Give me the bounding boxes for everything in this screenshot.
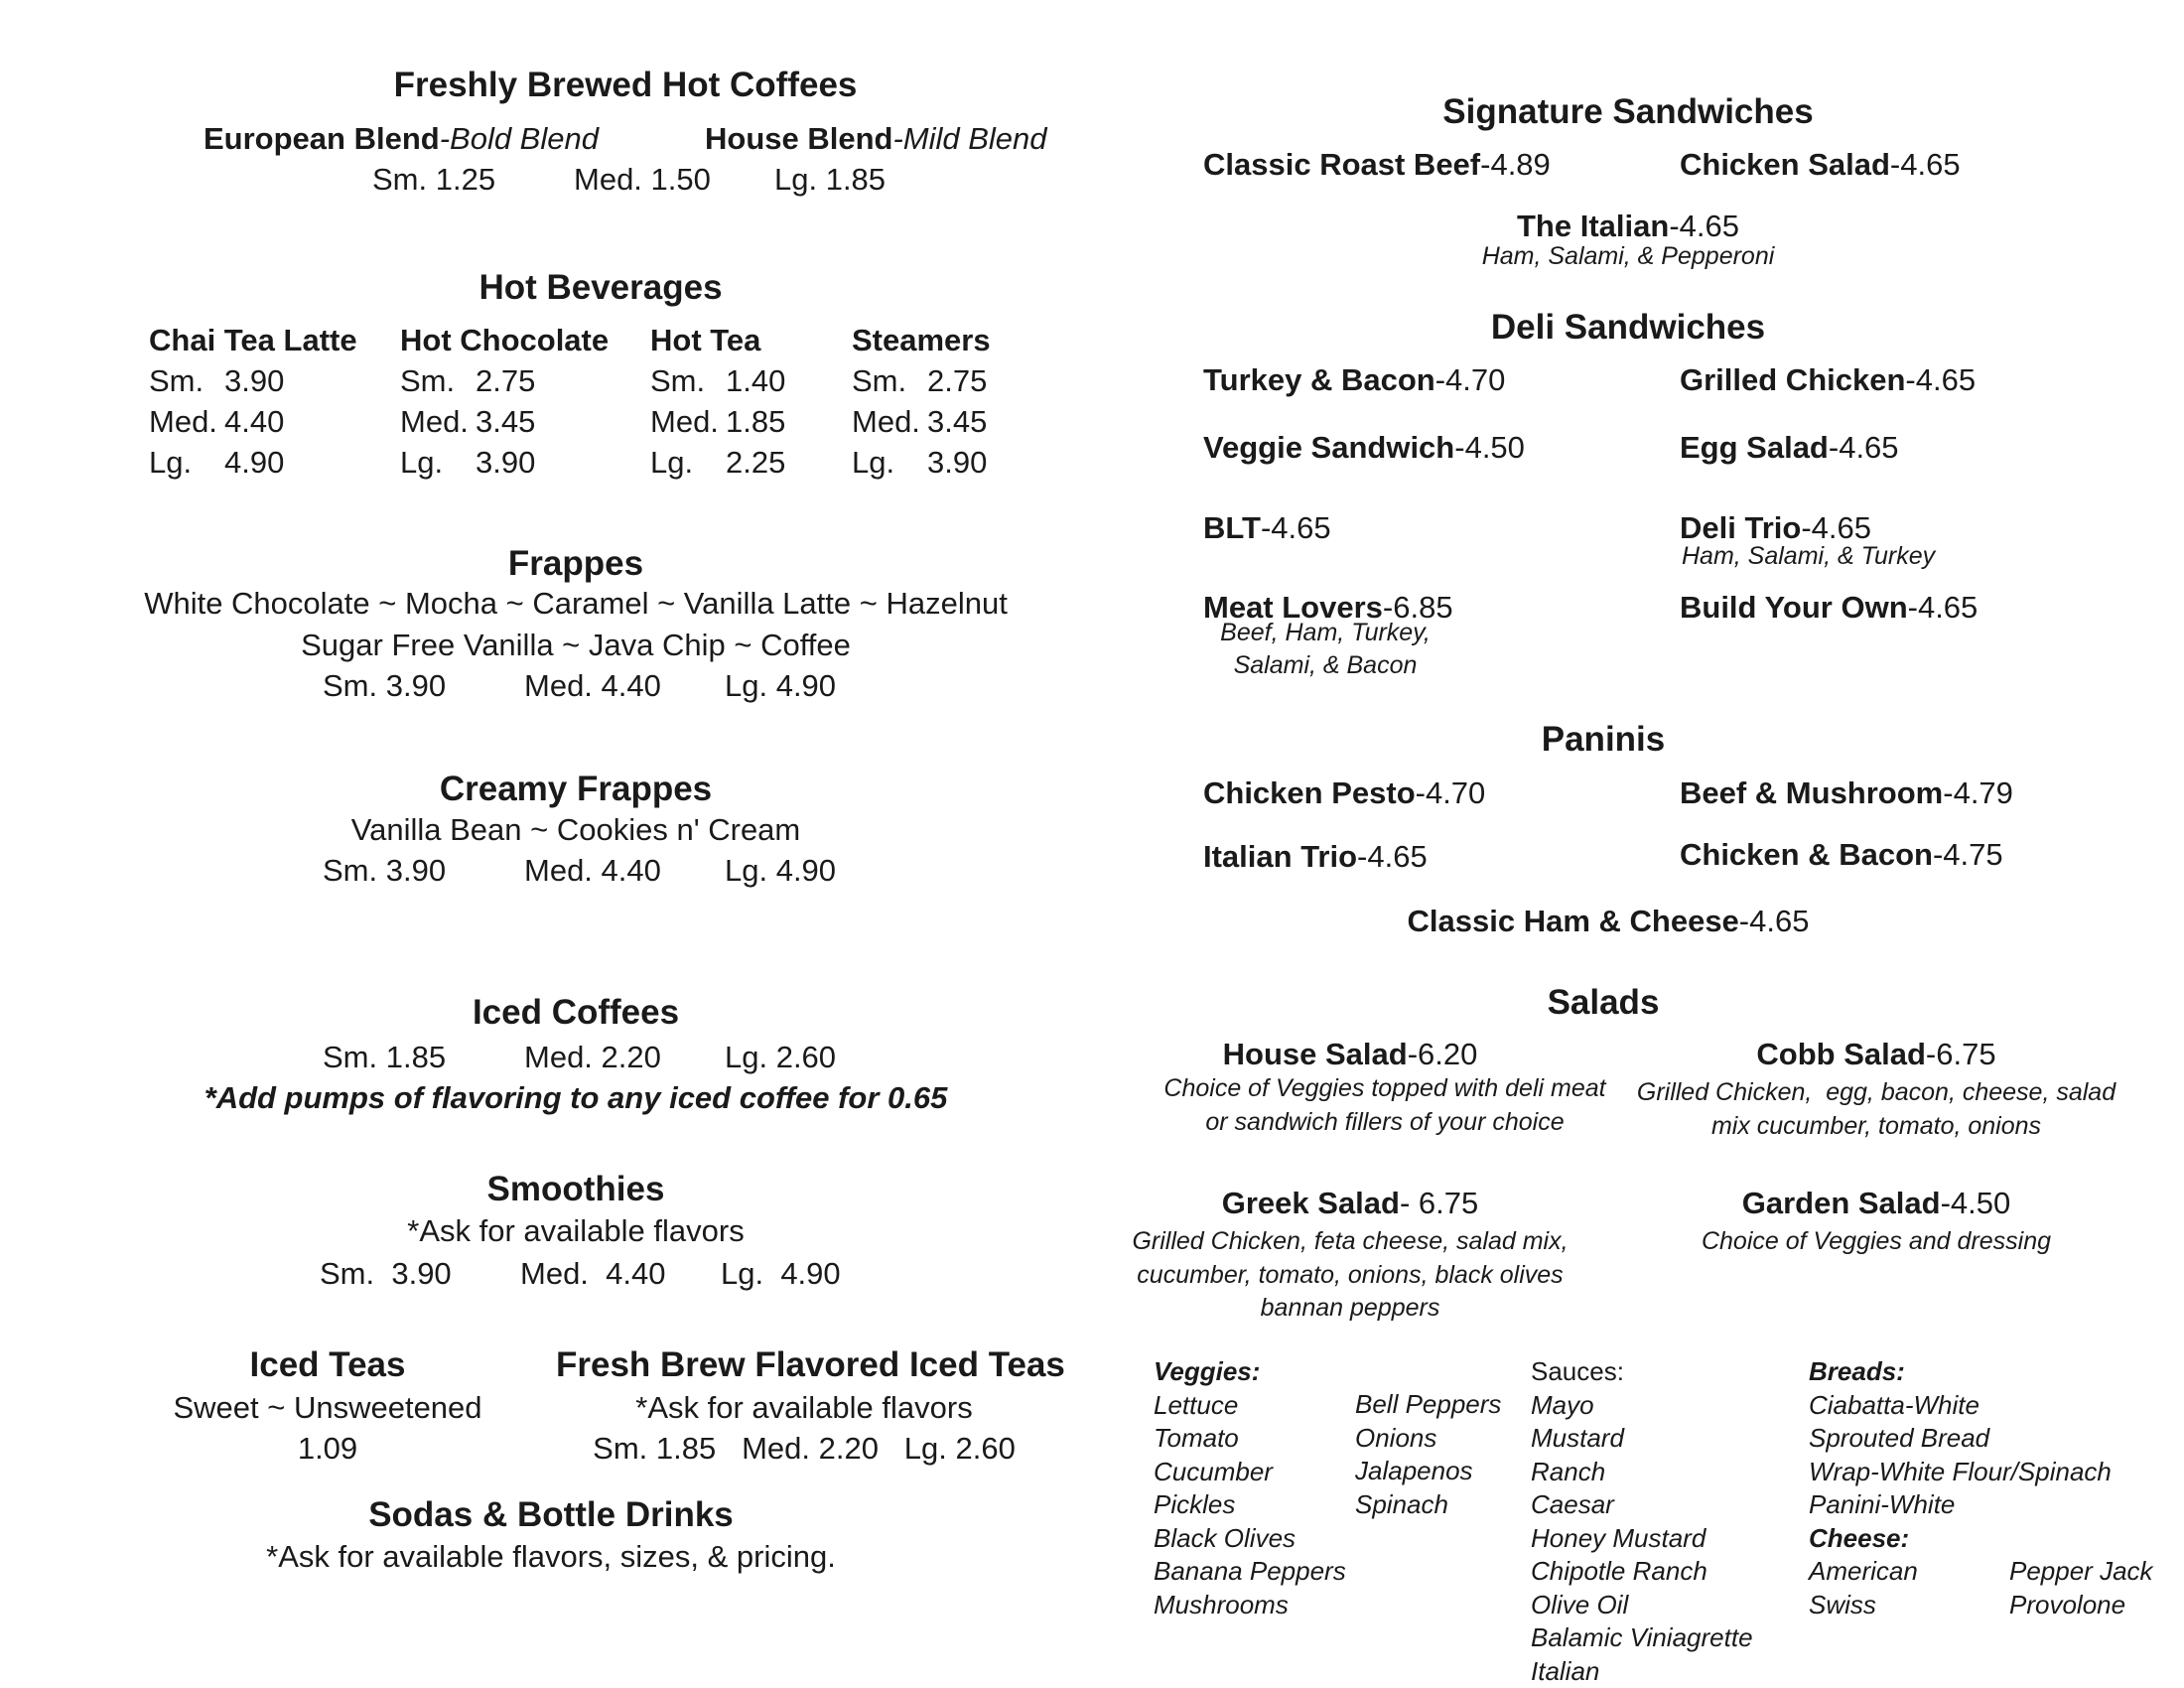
hot-coffees-heading: Freshly Brewed Hot Coffees [393, 66, 858, 104]
paninis-heading: Paninis [1541, 720, 1666, 759]
flavored-iced-teas-heading: Fresh Brew Flavored Iced Teas [556, 1345, 1065, 1384]
hot-coffee-price-sm: Sm. 1.25 [372, 162, 496, 197]
iced-coffees-note: *Add pumps of flavoring to any iced coffee for 0.65 [204, 1080, 948, 1115]
deli-trio: Deli Trio-4.65 [1680, 510, 1871, 545]
flavored-iced-teas-prices: Sm. 1.85 Med. 2.20 Lg. 2.60 [593, 1431, 1016, 1466]
sauce-item: Olive Oil [1531, 1589, 1629, 1619]
veggies-list [1154, 1355, 1346, 1621]
signature-the-italian-desc: Ham, Salami, & Pepperoni [1481, 242, 1775, 270]
bread-item: Panini-White [1809, 1489, 1956, 1519]
deli-meat-lovers-desc1: Beef, Ham, Turkey, [1220, 619, 1431, 646]
salad-greek-desc3: bannan peppers [1260, 1294, 1440, 1322]
bread-item: Sprouted Bread [1809, 1423, 1990, 1453]
iced-coffees-heading: Iced Coffees [472, 993, 680, 1032]
veggie-item: Onions [1355, 1422, 1437, 1453]
iced-teas-heading: Iced Teas [249, 1345, 406, 1384]
hot-beverages-heading: Hot Beverages [478, 268, 723, 307]
bread-item: Wrap-White Flour/Spinach [1809, 1456, 2112, 1486]
deli-trio-desc: Ham, Salami, & Turkey [1682, 542, 1936, 570]
veggie-item: Jalapenos [1355, 1456, 1473, 1485]
sauce-item: Ranch [1531, 1456, 1606, 1486]
deli-veggie-sandwich: Veggie Sandwich-4.50 [1203, 430, 1525, 465]
frappes-flavors-line2: Sugar Free Vanilla ~ Java Chip ~ Coffee [301, 628, 851, 662]
cheese-item: American [1809, 1556, 1918, 1586]
sauce-item: Mustard [1531, 1423, 1624, 1453]
creamy-frappes-flavors: Vanilla Bean ~ Cookies n' Cream [350, 812, 801, 847]
deli-build-your-own: Build Your Own-4.65 [1680, 590, 1979, 625]
iced-coffees-price-sm: Sm. 1.85 [323, 1040, 447, 1074]
salad-house: House Salad-6.20 [1222, 1037, 1478, 1071]
iced-coffees-price-lg: Lg. 2.60 [725, 1040, 837, 1074]
deli-meat-lovers: Meat Lovers-6.85 [1203, 590, 1453, 625]
smoothies-price-sm: Sm. 3.90 [320, 1256, 452, 1291]
frappes-price-lg: Lg. 4.90 [725, 668, 837, 703]
signature-chicken-salad: Chicken Salad-4.65 [1680, 147, 1961, 182]
sauce-item: Balamic Viniagrette [1531, 1622, 1753, 1652]
beverage-hot-chocolate: Hot Chocolate Sm. 2.75 Med. 3.45 Lg. 3.90 [400, 323, 610, 480]
beverage-chai-tea-latte: Chai Tea Latte Sm. 3.90 Med. 4.40 Lg. 4.90 [149, 323, 357, 480]
creamy-frappes-price-med: Med. 4.40 [524, 853, 661, 888]
deli-meat-lovers-desc2: Salami, & Bacon [1233, 651, 1418, 679]
salad-house-desc1: Choice of Veggies topped with deli meat [1163, 1074, 1606, 1102]
veggies-list-col2 [1355, 1388, 1501, 1521]
iced-teas-options: Sweet ~ Unsweetened [173, 1390, 482, 1425]
veggie-item: Mushrooms [1154, 1589, 1289, 1619]
smoothies-price-med: Med. 4.40 [520, 1256, 666, 1291]
cheese-heading: Cheese: [1809, 1522, 1910, 1553]
iced-teas-price: 1.09 [297, 1431, 358, 1466]
sauce-item: Italian [1531, 1655, 1600, 1686]
panini-classic-ham-cheese: Classic Ham & Cheese-4.65 [1407, 904, 1810, 938]
sodas-heading: Sodas & Bottle Drinks [368, 1495, 734, 1534]
creamy-frappes-heading: Creamy Frappes [439, 770, 713, 808]
salad-greek-desc2: cucumber, tomato, onions, black olives [1137, 1261, 1564, 1289]
house-blend: House Blend-Mild Blend [705, 121, 1047, 156]
signature-sandwiches-heading: Signature Sandwiches [1442, 92, 1814, 131]
sauce-item: Mayo [1531, 1389, 1594, 1420]
panini-italian-trio: Italian Trio-4.65 [1203, 839, 1428, 874]
salad-house-desc2: or sandwich fillers of your choice [1205, 1108, 1565, 1136]
sauce-item: Honey Mustard [1531, 1522, 1706, 1553]
salad-garden: Garden Salad-4.50 [1741, 1186, 2011, 1220]
salads-heading: Salads [1547, 983, 1660, 1022]
frappes-price-med: Med. 4.40 [524, 668, 661, 703]
salad-greek: Greek Salad- 6.75 [1221, 1186, 1479, 1220]
salad-cobb: Cobb Salad-6.75 [1756, 1037, 1996, 1071]
veggie-item: Bell Peppers [1355, 1389, 1502, 1419]
frappes-flavors-line1: White Chocolate ~ Mocha ~ Caramel ~ Vanilla Latte ~ Hazelnut [144, 586, 1008, 621]
sauces-heading: Sauces: [1531, 1356, 1624, 1386]
creamy-frappes-price-sm: Sm. 3.90 [323, 853, 447, 888]
cheese-list-col2 [2009, 1555, 2153, 1621]
beverage-steamers: Steamers Sm. 2.75 Med. 3.45 Lg. 3.90 [852, 323, 991, 480]
iced-coffees-price-med: Med. 2.20 [524, 1040, 661, 1074]
veggies-heading: Veggies: [1154, 1356, 1261, 1386]
smoothies-price-lg: Lg. 4.90 [721, 1256, 841, 1291]
deli-grilled-chicken: Grilled Chicken-4.65 [1680, 362, 1977, 397]
veggie-item: Banana Peppers [1154, 1556, 1346, 1586]
smoothies-heading: Smoothies [486, 1170, 665, 1208]
deli-egg-salad: Egg Salad-4.65 [1680, 430, 1899, 465]
signature-classic-roast-beef: Classic Roast Beef-4.89 [1203, 147, 1551, 182]
salad-garden-desc1: Choice of Veggies and dressing [1701, 1227, 2052, 1255]
deli-turkey-bacon: Turkey & Bacon-4.70 [1203, 362, 1506, 397]
hot-coffee-price-med: Med. 1.50 [574, 162, 711, 197]
veggie-item: Tomato [1154, 1423, 1239, 1453]
panini-beef-mushroom: Beef & Mushroom-4.79 [1680, 775, 2013, 810]
veggie-item: Pickles [1154, 1489, 1236, 1519]
smoothies-note: *Ask for available flavors [407, 1213, 745, 1248]
cheese-item: Pepper Jack [2009, 1556, 2153, 1586]
veggie-item: Cucumber [1154, 1456, 1273, 1486]
deli-blt: BLT-4.65 [1203, 510, 1331, 545]
panini-chicken-pesto: Chicken Pesto-4.70 [1203, 775, 1486, 810]
sauces-list [1531, 1355, 1753, 1688]
frappes-price-sm: Sm. 3.90 [323, 668, 447, 703]
flavored-iced-teas-note: *Ask for available flavors [635, 1390, 973, 1425]
salad-cobb-desc1: Grilled Chicken, egg, bacon, cheese, salad [1636, 1078, 2116, 1106]
panini-chicken-bacon: Chicken & Bacon-4.75 [1680, 837, 2003, 872]
veggie-item: Black Olives [1154, 1522, 1297, 1553]
beverage-hot-tea: Hot Tea Sm. 1.40 Med. 1.85 Lg. 2.25 [650, 323, 786, 480]
frappes-heading: Frappes [507, 544, 644, 583]
european-blend: European Blend-Bold Blend [204, 121, 599, 156]
sauce-item: Caesar [1531, 1489, 1614, 1519]
breads-heading: Breads: [1809, 1356, 1905, 1386]
salad-greek-desc1: Grilled Chicken, feta cheese, salad mix, [1132, 1227, 1569, 1255]
veggie-item: Lettuce [1154, 1389, 1239, 1420]
cheese-item: Provolone [2009, 1589, 2126, 1619]
signature-the-italian: The Italian-4.65 [1517, 209, 1739, 243]
creamy-frappes-price-lg: Lg. 4.90 [725, 853, 837, 888]
sauce-item: Chipotle Ranch [1531, 1556, 1707, 1586]
cheese-item: Swiss [1809, 1589, 1876, 1619]
bread-item: Ciabatta-White [1809, 1389, 1979, 1420]
veggie-item: Spinach [1355, 1488, 1448, 1519]
deli-sandwiches-heading: Deli Sandwiches [1490, 308, 1766, 347]
sodas-note: *Ask for available flavors, sizes, & pricing. [266, 1539, 836, 1574]
hot-coffee-price-lg: Lg. 1.85 [774, 162, 887, 197]
salad-cobb-desc2: mix cucumber, tomato, onions [1710, 1112, 2042, 1140]
